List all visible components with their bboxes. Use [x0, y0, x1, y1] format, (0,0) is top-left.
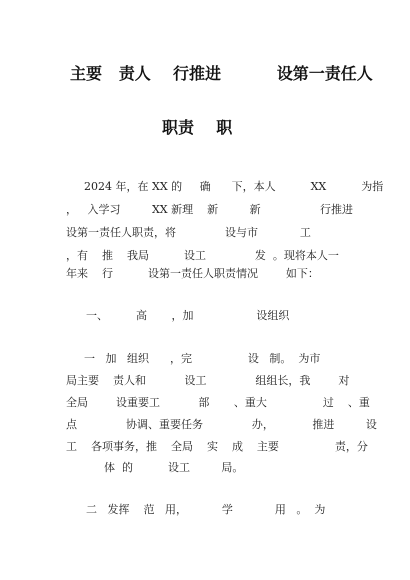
section-1-heading: 一、 高 ，加 设组织 — [86, 309, 290, 322]
intro-line: 设第一责任人职责，将 设与市 工 — [66, 226, 311, 239]
section-1-line: 局主要 责人和 设工 组组长，我 对 — [66, 374, 350, 387]
section-1-line: 点 协调、重要任务 办， 推进 设 — [66, 418, 377, 431]
section-2-heading: 二 发挥 范 用， 学 用 。 为 — [86, 503, 326, 516]
intro-line: ， 入学习 XX 新理 新 新 行推进 — [66, 203, 354, 216]
intro-line: ，有 推 我局 设工 发 。现将本人一 — [66, 249, 339, 262]
document-title-line-2: 职责 职 — [162, 118, 233, 137]
section-1-line: 工 各项事务，推 全局 实 成 主要 责，分 — [66, 440, 368, 453]
section-1-line: 全局 设重要工 部 、重大 过 、重 — [66, 396, 370, 409]
intro-line: 年来 行 设第一责任人职责情况 如下： — [66, 267, 319, 280]
section-1-line: 体 的 设工 局。 — [104, 461, 244, 474]
section-1-line: 一 加 组织 ，完 设 制。 为市 — [84, 352, 321, 365]
document-title-line-1: 主要 责人 行推进 设第一责任人 — [70, 64, 373, 83]
intro-line: 2024 年，在 XX 的 确 下，本人 XX 为指 — [84, 180, 384, 193]
